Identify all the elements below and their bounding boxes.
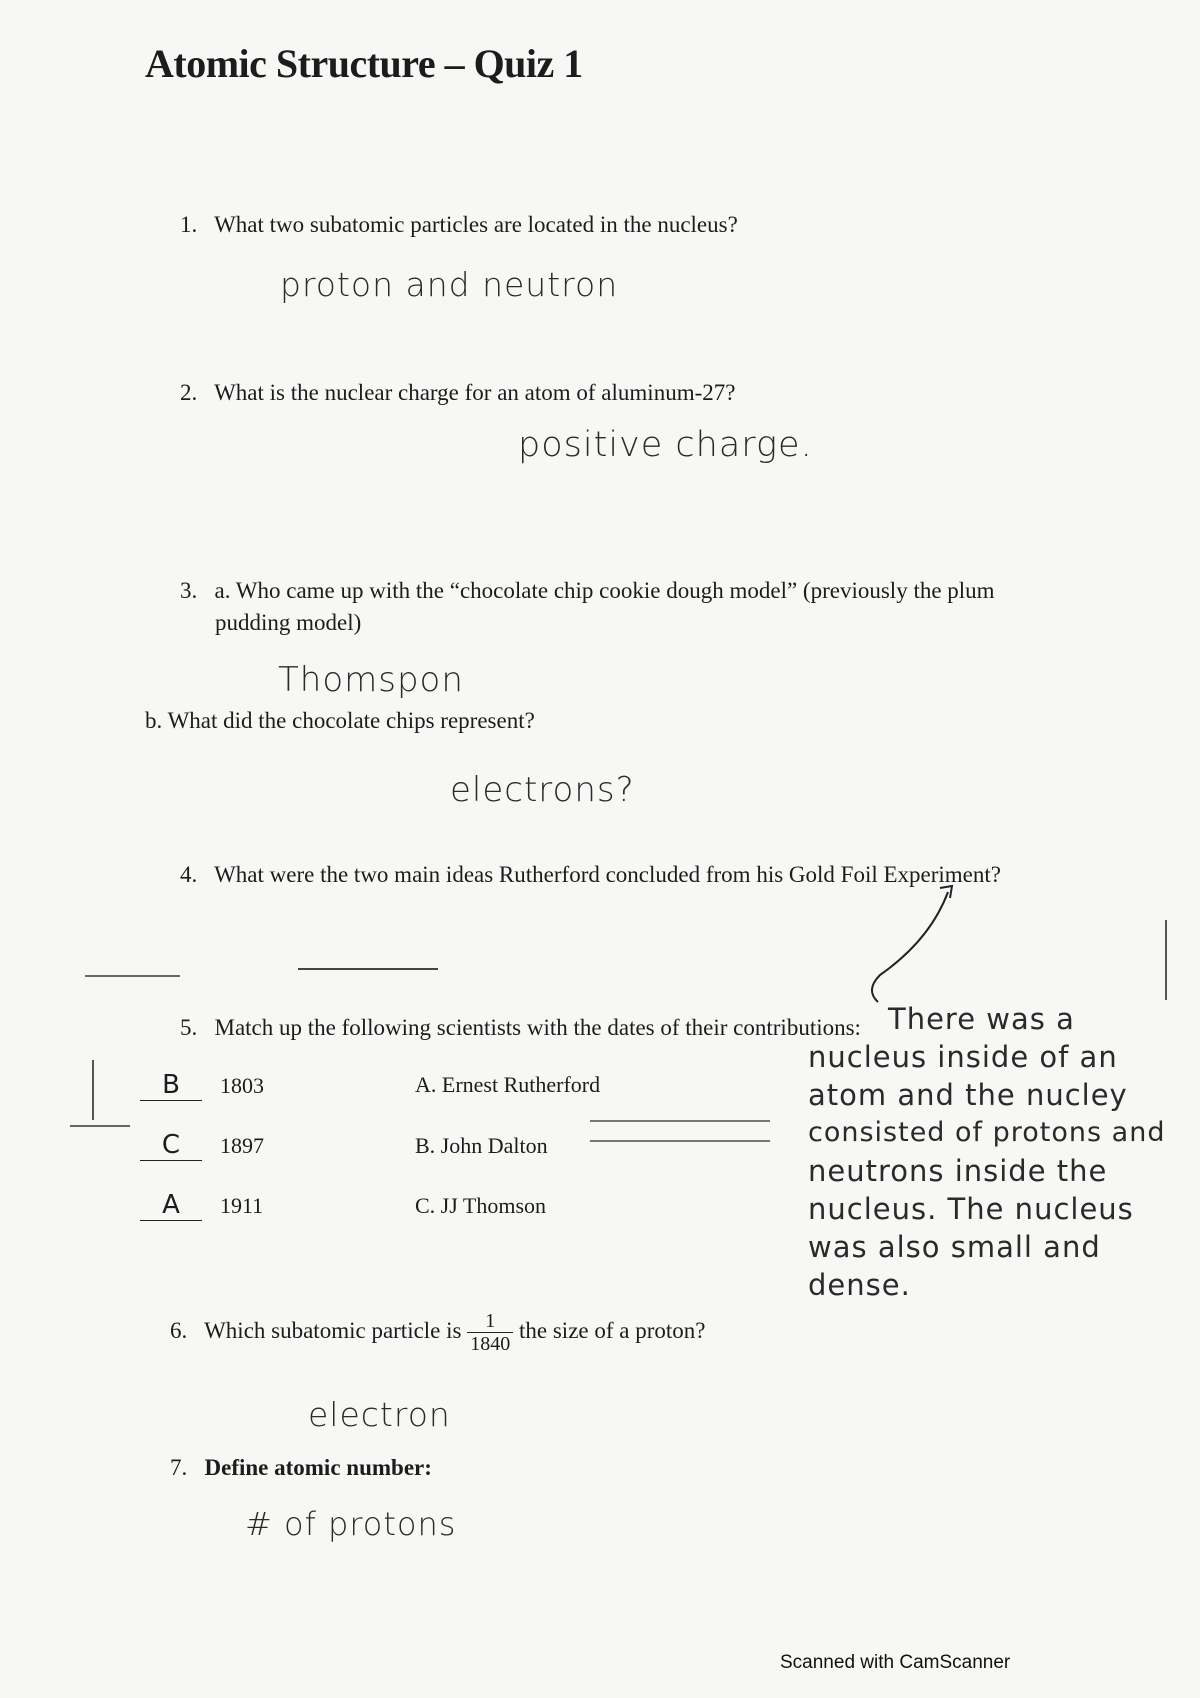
question-text: Define atomic number:: [204, 1455, 432, 1480]
question-text: Which subatomic particle is: [204, 1317, 462, 1343]
answer-line: nucleus. The nucleus: [808, 1192, 1134, 1226]
question-6: [170, 1310, 705, 1355]
match-row: [140, 1190, 263, 1221]
question-3a: [180, 578, 995, 604]
answer-7: # of protons: [245, 1505, 457, 1543]
match-answer: B: [140, 1070, 202, 1101]
match-row: [140, 1130, 264, 1161]
answer-6: electron: [308, 1395, 451, 1434]
match-year: 1897: [220, 1133, 264, 1158]
match-answer: A: [140, 1190, 202, 1221]
scan-mark: [70, 1125, 130, 1127]
fraction: [467, 1310, 513, 1355]
question-7: [170, 1455, 432, 1481]
match-year: 1911: [220, 1193, 264, 1218]
answer-line: neutrons inside the: [808, 1154, 1108, 1188]
answer-line: There was a: [888, 1002, 1075, 1036]
question-number: 5.: [180, 1015, 198, 1040]
scanner-watermark: Scanned with CamScanner: [780, 1652, 1011, 1673]
scan-mark: [590, 1140, 770, 1142]
answer-2: positive charge.: [518, 425, 813, 465]
scan-mark: [298, 968, 438, 970]
match-answer: C: [140, 1130, 202, 1161]
question-number: 6.: [170, 1317, 188, 1343]
answer-3a: Thomspon: [278, 660, 464, 700]
answer-line: dense.: [808, 1268, 911, 1302]
scan-mark: [590, 1120, 770, 1122]
match-row: [140, 1070, 264, 1101]
scan-mark: [1165, 920, 1167, 1000]
answer-line: was also small and: [808, 1230, 1101, 1264]
answer-line: atom and the nucley: [808, 1078, 1128, 1112]
question-2: [180, 380, 735, 406]
question-text-end: the size of a proton?: [519, 1317, 706, 1343]
question-number: 2.: [180, 380, 198, 405]
scan-mark: [85, 975, 180, 977]
question-5: [180, 1015, 861, 1041]
page-title: Atomic Structure – Quiz 1: [145, 41, 583, 86]
question-text: Match up the following scientists with the dates of their contributions:: [214, 1015, 861, 1040]
question-1: [180, 212, 738, 238]
question-number: 3.: [180, 578, 198, 603]
question-3b: b. What did the chocolate chips represent?: [145, 708, 535, 733]
answer-4: [808, 1000, 1198, 1304]
scan-mark: [92, 1060, 94, 1120]
answer-1: proton and neutron: [280, 265, 619, 304]
question-3a-line2: pudding model): [215, 610, 362, 635]
question-text: a. Who came up with the “chocolate chip cookie dough model” (previously the plum: [214, 578, 995, 603]
fraction-denominator: 1840: [470, 1333, 511, 1355]
question-text: What is the nuclear charge for an atom of aluminum-27?: [214, 380, 736, 405]
question-text: What two subatomic particles are located in the nucleus?: [214, 212, 738, 237]
answer-3b: electrons?: [450, 770, 635, 810]
answer-line: nucleus inside of an: [808, 1040, 1118, 1074]
question-text: What were the two main ideas Rutherford concluded from his Gold Foil Experiment?: [214, 862, 1001, 887]
match-option: A. Ernest Rutherford: [415, 1072, 601, 1097]
match-option: B. John Dalton: [415, 1133, 548, 1158]
match-option: C. JJ Thomson: [415, 1193, 547, 1218]
arrow-icon: [860, 880, 970, 1010]
match-year: 1803: [220, 1073, 264, 1098]
question-number: 7.: [170, 1455, 188, 1480]
question-number: 4.: [180, 862, 198, 887]
answer-line: consisted of protons and: [808, 1117, 1166, 1148]
question-number: 1.: [180, 212, 198, 237]
fraction-numerator: 1: [467, 1310, 513, 1333]
